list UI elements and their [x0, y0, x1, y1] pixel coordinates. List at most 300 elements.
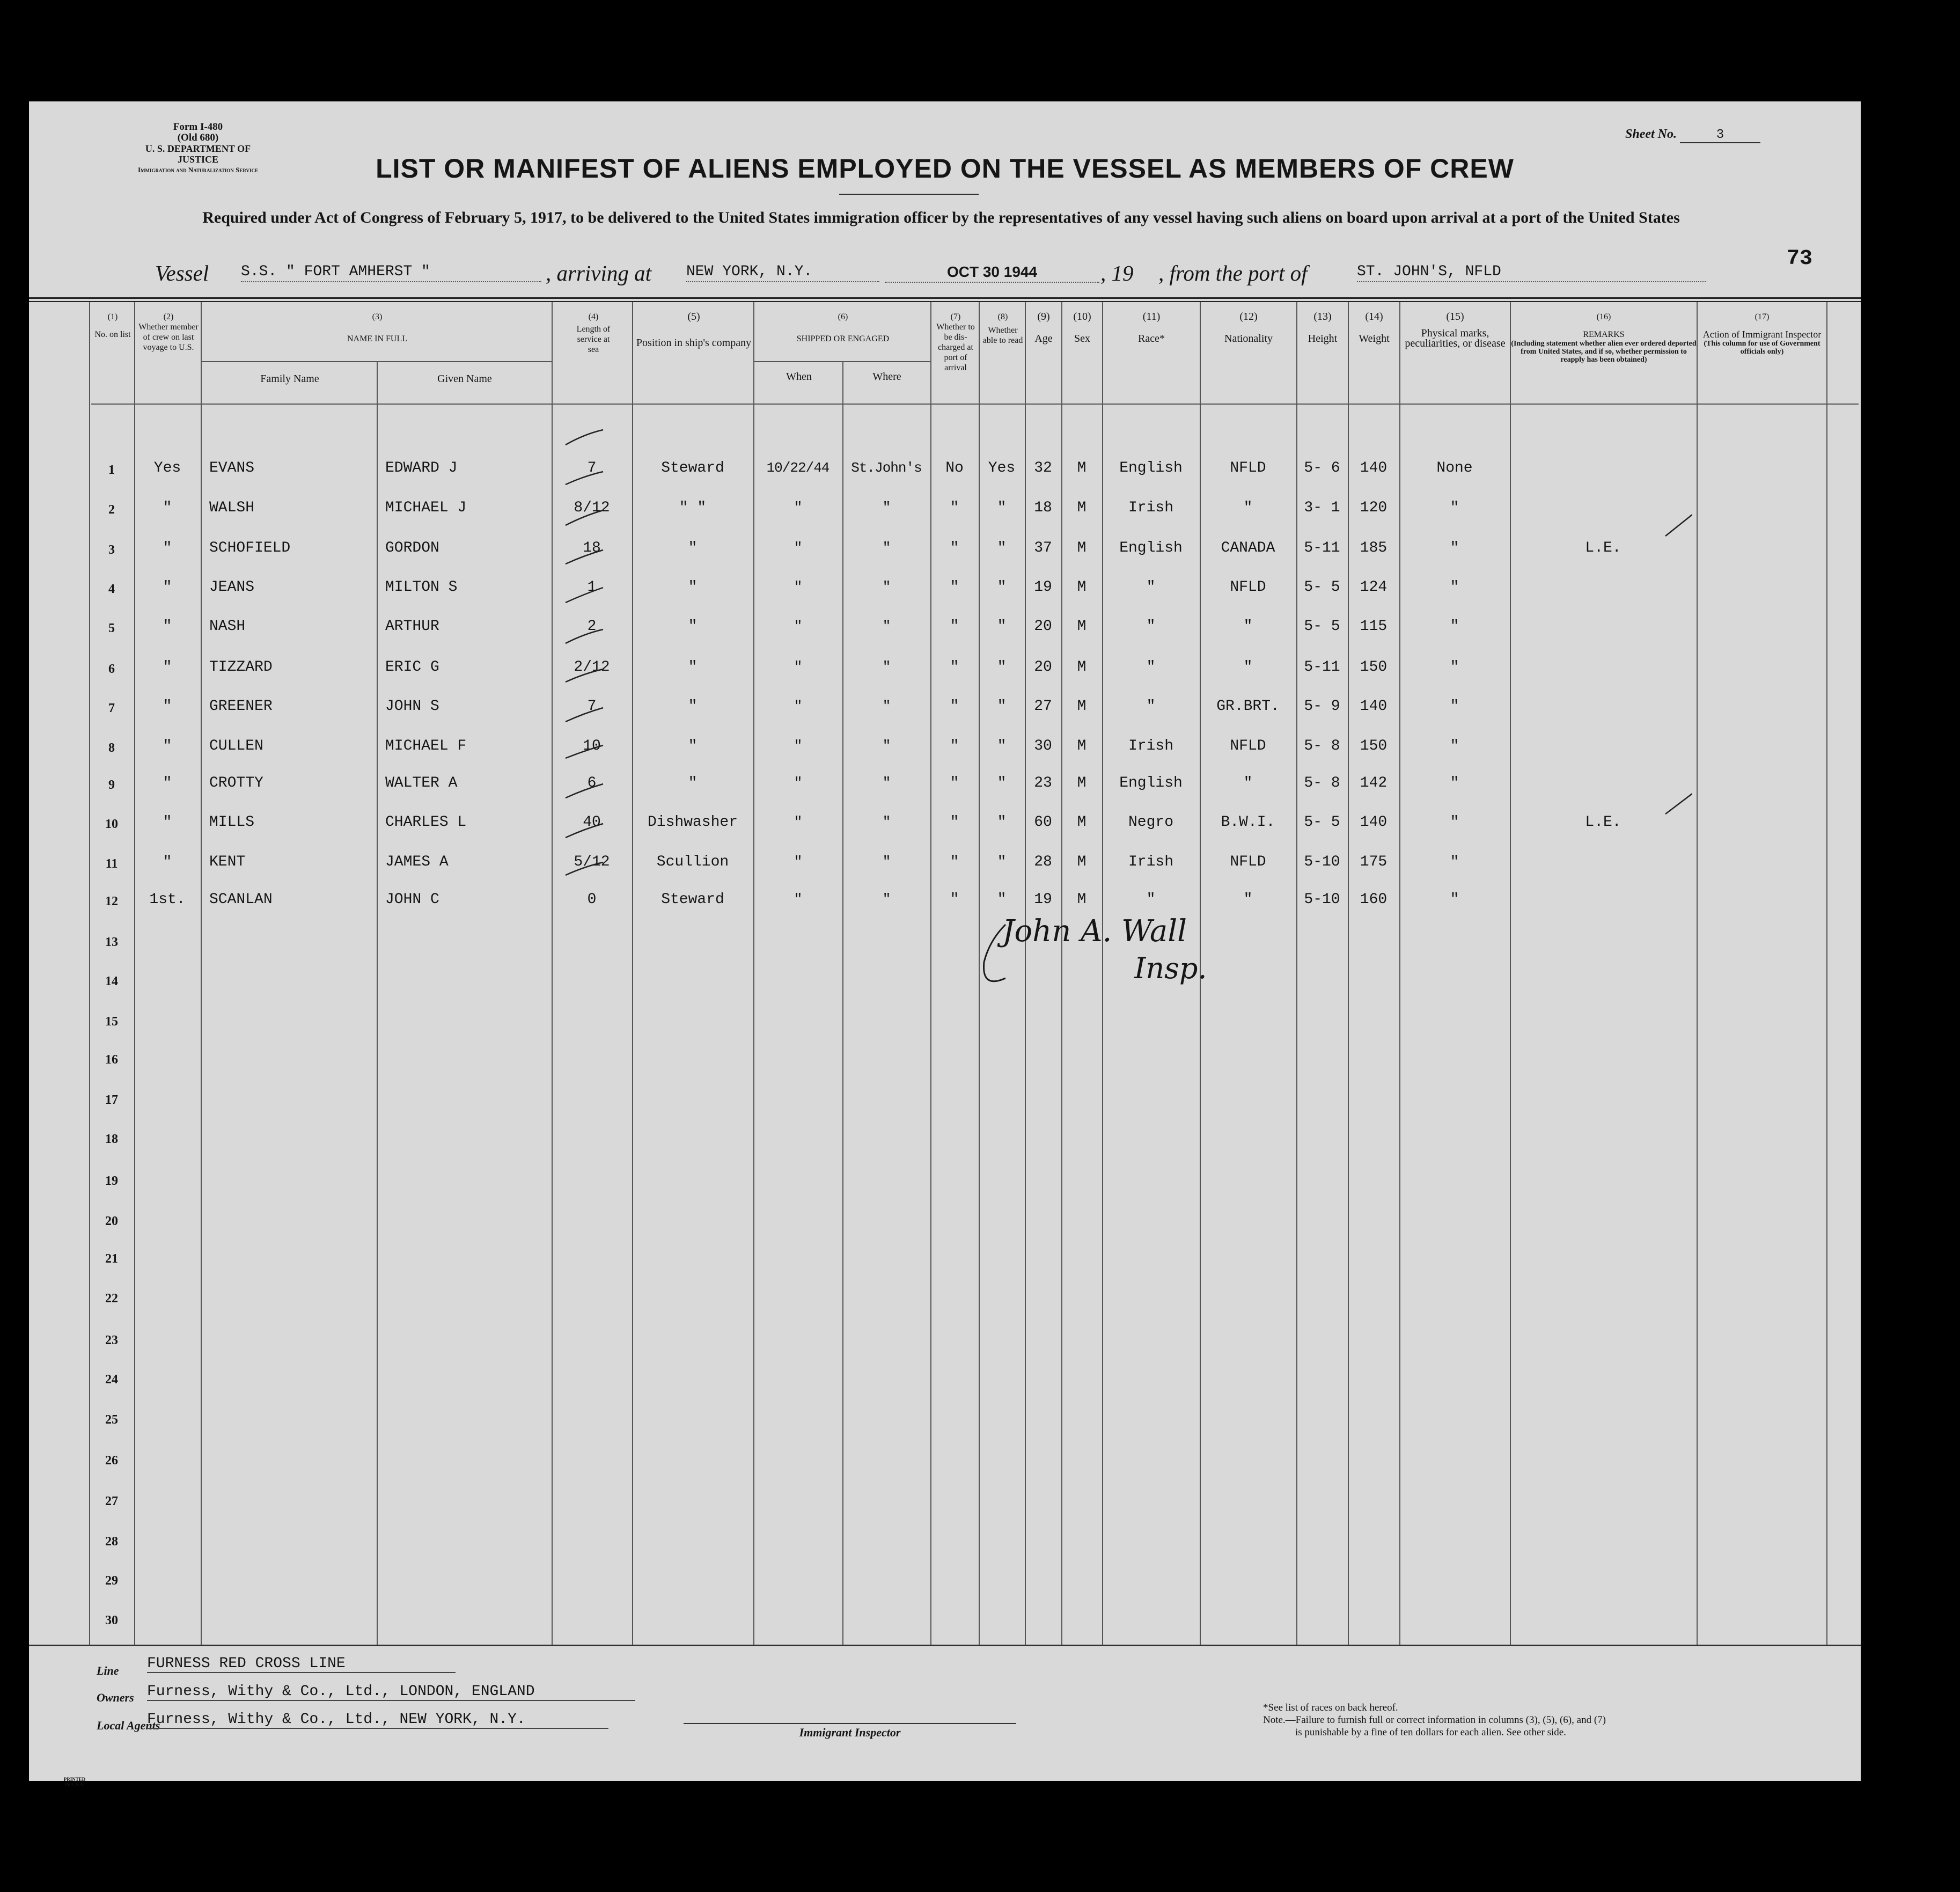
cell-discharged: No: [945, 460, 964, 476]
table-bottom-rule: [29, 1645, 1861, 1646]
cell-sex: M: [1077, 891, 1087, 908]
col13-header: [1297, 312, 1348, 344]
col10-header: [1062, 312, 1102, 344]
cell-read: ": [997, 891, 1007, 908]
cell-service: 7: [587, 698, 597, 715]
cell-race: English: [1119, 775, 1183, 791]
cell-position: Steward: [661, 891, 724, 908]
col16-number: (16): [1596, 312, 1611, 321]
footnote: [1263, 1702, 1606, 1739]
col17-label: Action of Immigrant Inspector: [1702, 329, 1822, 340]
cell-weight: 120: [1360, 500, 1388, 516]
cell-discharged: ": [950, 891, 959, 908]
col17-sublabel: (This column for use of Government officials only): [1704, 340, 1820, 356]
cell-given: MICHAEL J: [385, 500, 467, 516]
cell-marks: None: [1436, 460, 1473, 476]
cell-weight: 140: [1360, 460, 1388, 476]
column-rule: [1826, 302, 1827, 1645]
from-port-label: , from the port of: [1158, 261, 1308, 285]
cell-given: MILTON S: [385, 579, 458, 596]
signature-name: John A. Wall: [1002, 914, 1187, 949]
cell-position: ": [688, 579, 698, 596]
cell-age: 20: [1034, 659, 1052, 676]
col3-number: (3): [372, 312, 383, 321]
cell-discharged: ": [950, 775, 959, 791]
row-number: 5: [108, 621, 115, 635]
tally-mark: [566, 588, 603, 603]
local-agents-value: Furness, Withy & Co., Ltd., NEW YORK, N.Y.: [147, 1711, 608, 1729]
cell-height: 5- 6: [1304, 460, 1340, 476]
cell-age: 30: [1034, 738, 1052, 754]
cell-race: ": [1146, 659, 1156, 676]
row-number: 11: [105, 857, 118, 871]
cell-nationality: ": [1243, 775, 1253, 791]
col9-label: Age: [1034, 333, 1053, 344]
footnote-penalty-1: Note.—Failure to furnish full or correct information in columns (3), (5), (6), and (7): [1263, 1714, 1606, 1726]
cell-nationality: NFLD: [1230, 579, 1266, 596]
row-number: 17: [105, 1093, 118, 1107]
col5-label: Position in ship's company: [636, 337, 752, 349]
cell-given: ARTHUR: [385, 618, 439, 635]
col16-header: [1511, 312, 1697, 364]
row-number: 30: [105, 1614, 118, 1627]
cell-weight: 140: [1360, 814, 1388, 831]
year-label: , 19: [1100, 261, 1134, 285]
cell-where: ": [882, 738, 891, 754]
col11-label: Race*: [1138, 333, 1165, 344]
row-number: 19: [105, 1174, 118, 1188]
cell-family: SCANLAN: [209, 891, 273, 908]
col4-label: Length of service at sea: [576, 325, 611, 354]
footnote-penalty-2: is punishable by a fine of ten dollars for each alien. See other side.: [1295, 1727, 1566, 1738]
row-number: 6: [108, 662, 115, 676]
cell-where: ": [882, 659, 891, 675]
cell-weight: 160: [1360, 891, 1388, 908]
cell-read: ": [997, 618, 1007, 635]
cell-height: 5-10: [1304, 854, 1340, 870]
cell-service: 10: [583, 738, 601, 754]
cell-height: 5-11: [1304, 659, 1340, 676]
cell-last-voyage: ": [163, 698, 172, 715]
cell-nationality: ": [1243, 891, 1253, 908]
title-underline: [839, 194, 979, 195]
col15-header: [1400, 312, 1510, 349]
cell-service: 18: [583, 540, 601, 556]
cell-family: TIZZARD: [209, 659, 273, 676]
cell-when: ": [794, 738, 802, 754]
cell-sex: M: [1077, 540, 1087, 556]
tally-mark: [566, 784, 603, 798]
tally-mark: [566, 472, 603, 485]
cell-race: ": [1146, 579, 1156, 596]
cell-age: 60: [1034, 814, 1052, 831]
cell-given: GORDON: [385, 540, 439, 556]
tally-mark: [566, 669, 603, 682]
department-name: U. S. DEPARTMENT OF JUSTICE: [145, 143, 251, 165]
cell-given: WALTER A: [385, 775, 458, 791]
col11-number: (11): [1142, 311, 1161, 322]
col10-label: Sex: [1074, 333, 1090, 344]
col7-header: [933, 312, 979, 373]
cell-last-voyage: ": [163, 854, 172, 870]
column-rule: [89, 302, 90, 1645]
cell-family: MILLS: [209, 814, 255, 831]
cell-nationality: CANADA: [1221, 540, 1275, 556]
remark-checks: [1585, 509, 1692, 938]
col2-number: (2): [163, 312, 174, 321]
column-rule: [1697, 302, 1698, 1645]
row-number: 23: [105, 1333, 118, 1347]
cell-marks: ": [1450, 814, 1459, 831]
cell-when: ": [794, 500, 802, 516]
col3-given-header: Given Name: [437, 373, 492, 385]
cell-discharged: ": [950, 698, 959, 715]
cell-sex: M: [1077, 460, 1087, 476]
cell-last-voyage: ": [163, 540, 172, 556]
cell-sex: M: [1077, 659, 1087, 676]
col8-number: (8): [997, 312, 1008, 321]
cell-given: JOHN S: [385, 698, 439, 715]
check-mark: [1665, 515, 1692, 536]
cell-last-voyage: ": [163, 618, 172, 635]
cell-when: ": [794, 814, 802, 830]
col8-label: Whether able to read: [982, 326, 1023, 345]
col16-label: REMARKS: [1583, 330, 1625, 339]
cell-height: 5- 5: [1304, 618, 1340, 635]
cell-service: 2: [587, 618, 597, 635]
row-number: 14: [105, 974, 118, 988]
row-number: 10: [105, 817, 118, 831]
row-number: 13: [105, 935, 118, 949]
owners-value: Furness, Withy & Co., Ltd., LONDON, ENGLAND: [147, 1683, 635, 1701]
cell-sex: M: [1077, 698, 1087, 715]
vessel-line: [155, 260, 1706, 284]
table-top-rule: [29, 297, 1861, 299]
col15-number: (15): [1446, 311, 1464, 322]
cell-service: 1: [587, 579, 597, 596]
cell-given: CHARLES L: [385, 814, 467, 831]
cell-read: ": [997, 775, 1007, 791]
service-name: Immigration and Naturalization Service: [137, 166, 259, 174]
row-number: 12: [105, 894, 118, 908]
cell-marks: ": [1450, 540, 1459, 556]
cell-age: 37: [1034, 540, 1052, 556]
cell-last-voyage: ": [163, 579, 172, 596]
row-number: 1: [108, 463, 115, 477]
date-stamp: OCT 30 1944: [885, 263, 1099, 283]
cell-read: Yes: [988, 460, 1016, 476]
cell-where: ": [882, 814, 891, 830]
col14-number: (14): [1365, 311, 1383, 322]
cell-race: English: [1119, 460, 1183, 476]
cell-age: 18: [1034, 500, 1052, 516]
page-stamp: 73: [1787, 247, 1813, 271]
cell-when: ": [794, 618, 802, 634]
cell-age: 32: [1034, 460, 1052, 476]
row-number: 3: [108, 543, 115, 557]
cell-service: 0: [587, 891, 597, 908]
cell-family: CULLEN: [209, 738, 263, 754]
form-old-number: (Old 680): [177, 132, 219, 143]
cell-nationality: ": [1243, 618, 1253, 635]
row-number: 15: [105, 1015, 118, 1029]
cell-last-voyage: ": [163, 500, 172, 516]
cell-sex: M: [1077, 738, 1087, 754]
col12-header: [1201, 312, 1296, 344]
cell-last-voyage: ": [163, 775, 172, 791]
vessel-name: S.S. " FORT AMHERST ": [241, 263, 541, 282]
row-number: 8: [108, 741, 115, 755]
form-number: Form I-480: [173, 121, 223, 133]
cell-where: ": [882, 500, 891, 516]
cell-family: EVANS: [209, 460, 255, 476]
cell-age: 19: [1034, 579, 1052, 596]
cell-height: 5- 5: [1304, 814, 1340, 831]
cell-family: GREENER: [209, 698, 273, 715]
cell-when: ": [794, 854, 802, 870]
col8-header: [981, 312, 1025, 346]
tally-mark: [566, 629, 603, 643]
cell-nationality: NFLD: [1230, 854, 1266, 870]
cell-discharged: ": [950, 579, 959, 596]
col6-where-header: Where: [872, 371, 901, 383]
arriving-label: , arriving at: [546, 261, 652, 285]
page-title: LIST OR MANIFEST OF ALIENS EMPLOYED ON THE VESSEL AS MEMBERS OF CREW: [376, 153, 1514, 184]
tally-mark: [566, 862, 603, 875]
cell-marks: ": [1450, 659, 1459, 676]
cell-marks: ": [1450, 579, 1459, 596]
cell-service: 8/12: [574, 500, 610, 516]
col3-header: [203, 312, 552, 344]
cell-discharged: ": [950, 540, 959, 556]
manifest-sheet: [29, 101, 1861, 1787]
cell-weight: 150: [1360, 738, 1388, 754]
cell-when: ": [794, 775, 802, 791]
cell-family: CROTTY: [209, 775, 263, 791]
owners-label: Owners: [97, 1691, 134, 1704]
col6-when-header: When: [786, 371, 812, 383]
cell-where: ": [882, 540, 891, 556]
col12-number: (12): [1239, 311, 1258, 322]
row-number: 24: [105, 1373, 118, 1387]
check-mark: [1665, 794, 1692, 814]
signature-title: Insp.: [1134, 951, 1207, 985]
cell-where: St.John's: [851, 460, 922, 476]
sheet-number-label: Sheet No.: [1625, 127, 1677, 141]
cell-height: 5-11: [1304, 540, 1340, 556]
table-top-rule: [29, 301, 1861, 302]
cell-read: ": [997, 659, 1007, 676]
footnote-races: *See list of races on back hereof.: [1263, 1702, 1398, 1713]
col5-header: [634, 312, 753, 348]
col2-label: Whether member of crew on last voyage to U.S.: [138, 322, 199, 352]
sheet-number-value: 3: [1680, 128, 1760, 143]
cell-marks: ": [1450, 854, 1459, 870]
row-number: 16: [105, 1053, 118, 1067]
cell-last-voyage: ": [163, 738, 172, 754]
row-number: 18: [105, 1132, 118, 1146]
cell-where: ": [882, 854, 891, 870]
row-number: 2: [108, 503, 115, 517]
cell-last-voyage: ": [163, 659, 172, 676]
cell-read: ": [997, 738, 1007, 754]
col17-number: (17): [1755, 312, 1770, 321]
line-value: FURNESS RED CROSS LINE: [147, 1655, 456, 1673]
cell-family: KENT: [209, 854, 246, 870]
cell-marks: ": [1450, 891, 1459, 908]
row-number: 29: [105, 1574, 118, 1588]
cell-family: SCHOFIELD: [209, 540, 291, 556]
cell-sex: M: [1077, 775, 1087, 791]
cell-when: ": [794, 540, 802, 556]
cell-given: EDWARD J: [385, 460, 458, 476]
cell-service: 7: [587, 460, 597, 476]
cell-read: ": [997, 698, 1007, 715]
row-number: 21: [105, 1252, 118, 1266]
col3-label: NAME IN FULL: [347, 334, 407, 343]
col13-number: (13): [1313, 311, 1332, 322]
cell-service: 40: [583, 814, 601, 831]
cell-age: 20: [1034, 618, 1052, 635]
cell-nationality: ": [1243, 500, 1253, 516]
column-rule: [377, 361, 378, 1645]
row-number: 9: [108, 778, 115, 792]
row-number: 28: [105, 1535, 118, 1549]
cell-when: ": [794, 659, 802, 675]
cell-height: 5-10: [1304, 891, 1340, 908]
cell-given: JAMES A: [385, 854, 449, 870]
col17-header: [1698, 312, 1826, 356]
cell-discharged: ": [950, 659, 959, 676]
cell-read: ": [997, 540, 1007, 556]
col11-header: [1103, 312, 1200, 344]
cell-nationality: NFLD: [1230, 738, 1266, 754]
column-rule: [201, 302, 202, 1645]
col10-number: (10): [1073, 311, 1091, 322]
cell-race: ": [1146, 698, 1156, 715]
cell-height: 5- 8: [1304, 738, 1340, 754]
cell-height: 5- 8: [1304, 775, 1340, 791]
cell-read: ": [997, 814, 1007, 831]
cell-last-voyage: 1st.: [149, 891, 186, 908]
col3-family-header: Family Name: [260, 373, 319, 385]
inspector-label: Immigrant Inspector: [799, 1726, 901, 1739]
col9-header: [1026, 312, 1061, 344]
row-number: 26: [105, 1454, 118, 1468]
col1-number: (1): [107, 312, 118, 321]
cell-sex: M: [1077, 579, 1087, 596]
row-number: 20: [105, 1214, 118, 1228]
cell-sex: M: [1077, 500, 1087, 516]
header-bottom-rule: [91, 404, 1859, 405]
cell-age: 23: [1034, 775, 1052, 791]
cell-weight: 115: [1360, 618, 1388, 635]
cell-family: JEANS: [209, 579, 255, 596]
cell-discharged: ": [950, 500, 959, 516]
cell-race: Irish: [1128, 854, 1173, 870]
cell-given: ERIC G: [385, 659, 439, 676]
cell-weight: 124: [1360, 579, 1388, 596]
cell-last-voyage: Yes: [153, 460, 181, 476]
local-agents-label: Local Agents: [97, 1719, 160, 1732]
cell-family: WALSH: [209, 500, 255, 516]
cell-service: 2/12: [574, 659, 610, 676]
col7-number: (7): [950, 312, 961, 321]
cell-marks: ": [1450, 698, 1459, 715]
cell-read: ": [997, 579, 1007, 596]
cell-race: Irish: [1128, 738, 1173, 754]
cell-discharged: ": [950, 814, 959, 831]
cell-sex: M: [1077, 618, 1087, 635]
tally-mark: [566, 708, 603, 722]
cell-nationality: NFLD: [1230, 460, 1266, 476]
cell-position: ": [688, 775, 698, 791]
cell-weight: 142: [1360, 775, 1388, 791]
col6-label: SHIPPED OR ENGAGED: [796, 334, 890, 343]
cell-position: ": [688, 738, 698, 754]
col4-number: (4): [588, 312, 599, 321]
tally-mark: [566, 550, 603, 564]
cell-given: JOHN C: [385, 891, 439, 908]
col2-header: [136, 312, 201, 353]
row-number: 27: [105, 1494, 118, 1508]
cell-sex: M: [1077, 814, 1087, 831]
inspector-signature-line: [684, 1723, 1016, 1724]
cell-position: ": [688, 659, 698, 676]
cell-read: ": [997, 500, 1007, 516]
col6-header: [755, 312, 930, 344]
col6-number: (6): [838, 312, 848, 321]
cell-nationality: GR.BRT.: [1216, 698, 1280, 715]
tally-mark: [566, 510, 603, 525]
col14-label: Weight: [1359, 333, 1390, 344]
cell-where: ": [882, 618, 891, 634]
cell-where: ": [882, 579, 891, 595]
col13-label: Height: [1308, 333, 1338, 344]
cell-weight: 140: [1360, 698, 1388, 715]
arriving-port: NEW YORK, N.Y.: [686, 263, 879, 282]
col1-label: No. on list: [94, 330, 131, 339]
cell-position: Scullion: [656, 854, 729, 870]
tally-mark: [566, 824, 603, 838]
cell-race: Irish: [1128, 500, 1173, 516]
cell-marks: ": [1450, 738, 1459, 754]
cell-remarks: L.E.: [1585, 540, 1621, 556]
cell-weight: 150: [1360, 659, 1388, 676]
cell-when: ": [794, 891, 802, 907]
cell-weight: 175: [1360, 854, 1388, 870]
cell-service: 5/12: [574, 854, 610, 870]
sheet-number-field: [1625, 127, 1760, 143]
tally-marks: [555, 423, 635, 1014]
cell-race: Negro: [1128, 814, 1173, 831]
cell-height: 5- 9: [1304, 698, 1340, 715]
cell-discharged: ": [950, 738, 959, 754]
cell-position: ": [688, 698, 698, 715]
vessel-label: Vessel: [155, 261, 209, 285]
col1-header: [91, 312, 134, 340]
cell-height: 5- 5: [1304, 579, 1340, 596]
cell-when: 10/22/44: [766, 460, 829, 476]
row-number: 22: [105, 1292, 118, 1306]
cell-when: ": [794, 579, 802, 595]
col14-header: [1349, 312, 1399, 344]
cell-service: 6: [587, 775, 597, 791]
cell-given: MICHAEL F: [385, 738, 467, 754]
col16-sublabel: (Including statement whether alien ever ordered deported from United States, and if so, whether permission to reapply has been obtained): [1511, 340, 1697, 364]
cell-race: ": [1146, 891, 1156, 908]
col12-label: Nationality: [1224, 333, 1273, 344]
